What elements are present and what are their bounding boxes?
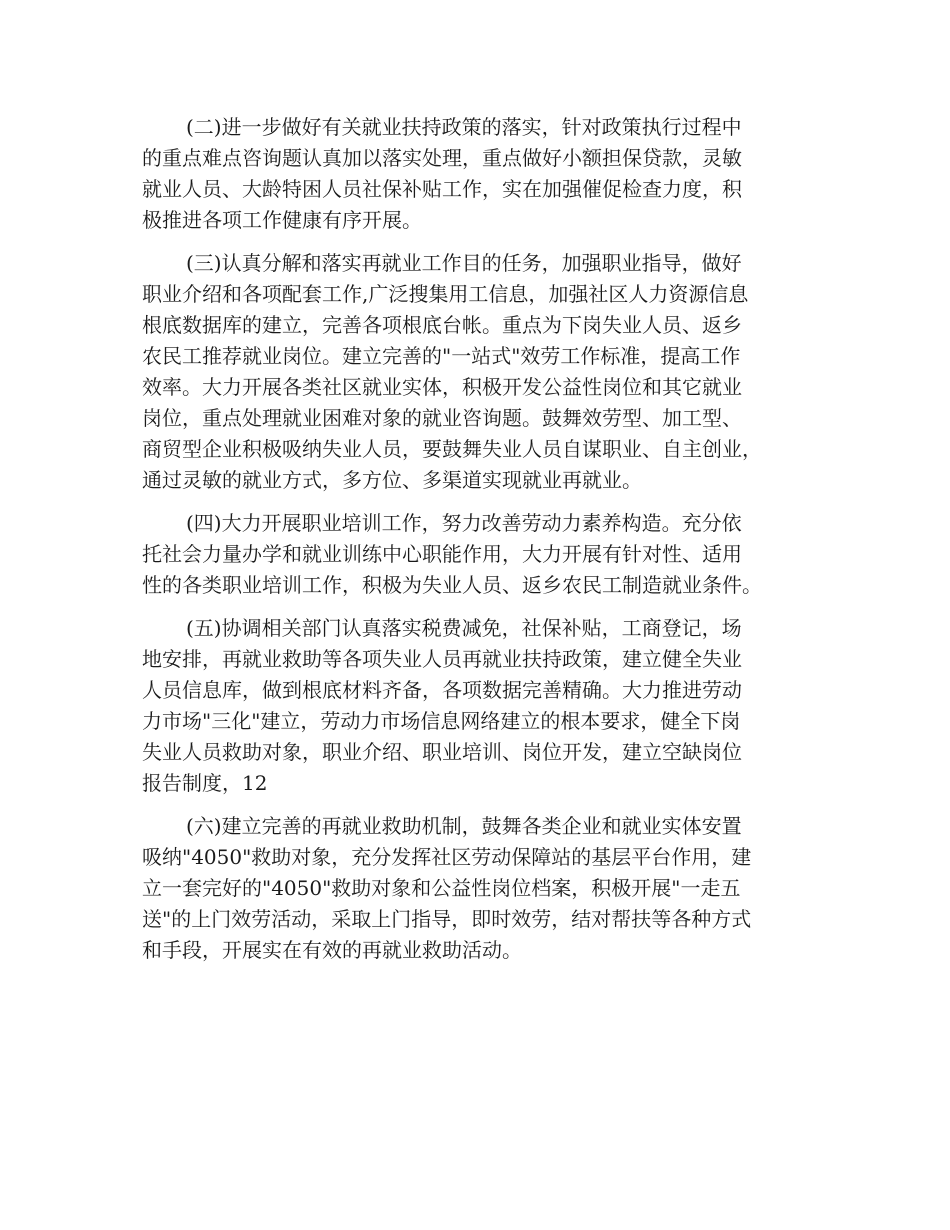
paragraph-line: 极推进各项工作健康有序开展。 (142, 208, 422, 232)
paragraph-line: (四)大力开展职业培训工作，努力改善劳动力素养构造。充分依 (186, 511, 742, 535)
paragraph-line: 失业人员救助对象，职业介绍、职业培训、岗位开发，建立空缺岗位 (142, 740, 742, 764)
paragraph-line: 根底数据库的建立，完善各项根底台帐。重点为下岗失业人员、返乡 (142, 313, 742, 337)
paragraph-line: 地安排，再就业救助等各项失业人员再就业扶持政策，建立健全失业 (142, 647, 742, 671)
paragraph-line: 人员信息库，做到根底材料齐备，各项数据完善精确。大力推进劳动 (142, 678, 742, 702)
paragraph-line: 通过灵敏的就业方式，多方位、多渠道实现就业再就业。 (142, 468, 642, 492)
paragraph-line: 托社会力量办学和就业训练中心职能作用，大力开展有针对性、适用 (142, 542, 742, 566)
paragraph-line: 和手段，开展实在有效的再就业救助活动。 (142, 938, 522, 962)
paragraph-line: (六)建立完善的再就业救助机制，鼓舞各类企业和就业实体安置 (186, 814, 742, 838)
paragraph-line: (二)进一步做好有关就业扶持政策的落实，针对政策执行过程中 (186, 115, 742, 139)
paragraph-line: 立一套完好的"4050"救助对象和公益性岗位档案，积极开展"一走五 (142, 876, 741, 900)
paragraph-line: 力市场"三化"建立，劳动力市场信息网络建立的根本要求，健全下岗 (142, 709, 741, 733)
paragraph-line: 岗位，重点处理就业困难对象的就业咨询题。鼓舞效劳型、加工型、 (142, 406, 742, 430)
paragraph-line: 送"的上门效劳活动，采取上门指导，即时效劳，结对帮扶等各种方式 (142, 907, 752, 931)
paragraph-line: 商贸型企业积极吸纳失业人员，要鼓舞失业人员自谋职业、自主创业， (142, 437, 762, 461)
paragraph-line: (五)协调相关部门认真落实税费减免，社保补贴，工商登记，场 (186, 616, 742, 640)
paragraph-line: (三)认真分解和落实再就业工作目的任务，加强职业指导，做好 (186, 251, 742, 275)
paragraph-line: 的重点难点咨询题认真加以落实处理，重点做好小额担保贷款，灵敏 (142, 146, 742, 170)
paragraph-3 (142, 248, 816, 496)
paragraph-line: 就业人员、大龄特困人员社保补贴工作，实在加强催促检查力度，积 (142, 177, 742, 201)
paragraph-line: 吸纳"4050"救助对象，充分发挥社区劳动保障站的基层平台作用，建 (142, 845, 752, 869)
paragraph-line: 报告制度，12 (142, 771, 268, 795)
paragraph-2 (142, 112, 816, 236)
document-body (142, 112, 816, 966)
paragraph-line: 效率。大力开展各类社区就业实体，积极开发公益性岗位和其它就业 (142, 375, 742, 399)
paragraph-line: 性的各类职业培训工作，积极为失业人员、返乡农民工制造就业条件。 (142, 573, 762, 597)
paragraph-5 (142, 613, 816, 799)
paragraph-6 (142, 811, 816, 966)
paragraph-line: 职业介绍和各项配套工作,广泛搜集用工信息，加强社区人力资源信息 (142, 282, 749, 306)
paragraph-line: 农民工推荐就业岗位。建立完善的"一站式"效劳工作标准，提高工作 (142, 344, 741, 368)
paragraph-4 (142, 508, 816, 601)
